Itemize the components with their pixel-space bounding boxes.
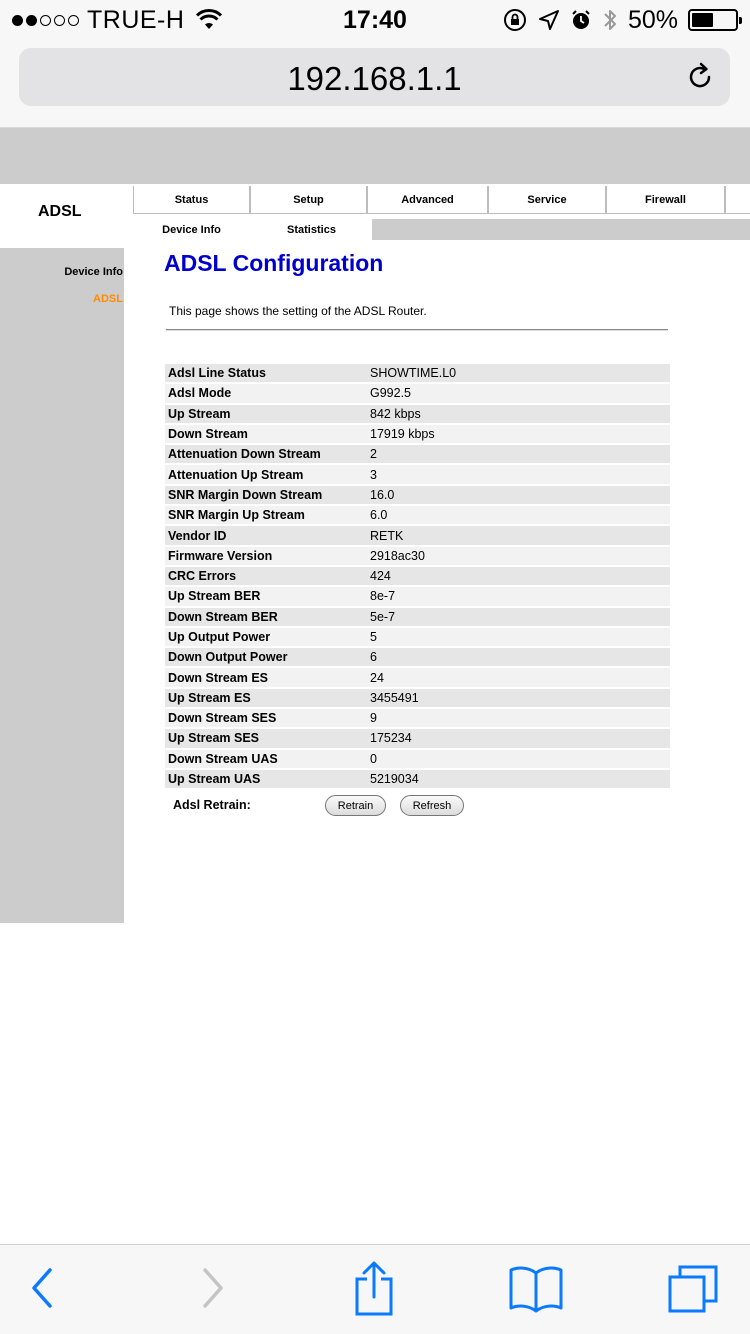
row-value: 5e-7 [367, 608, 670, 626]
row-label: Down Stream ES [165, 668, 367, 686]
table-row [165, 547, 670, 565]
alarm-icon [570, 9, 592, 31]
address-bar[interactable] [19, 48, 730, 106]
status-bar [0, 0, 750, 40]
bluetooth-icon [602, 7, 618, 33]
row-value: 9 [367, 709, 670, 727]
back-icon[interactable] [28, 1265, 58, 1311]
bookmarks-icon[interactable] [508, 1263, 564, 1313]
main-nav [132, 184, 750, 216]
table-row [165, 689, 670, 707]
row-label: Down Stream BER [165, 608, 367, 626]
row-value: 3 [367, 465, 670, 483]
row-label: Down Stream UAS [165, 750, 367, 768]
page-title: ADSL Configuration [164, 250, 384, 276]
tab-setup[interactable]: Setup [250, 186, 367, 214]
orientation-lock-icon [502, 7, 528, 33]
row-value: 2 [367, 445, 670, 463]
tab-advanced[interactable]: Advanced [367, 186, 488, 214]
carrier-name: TRUE-H [87, 5, 185, 34]
row-label: SNR Margin Down Stream [165, 486, 367, 504]
subtab-statistics[interactable]: Statistics [253, 219, 370, 240]
row-label: CRC Errors [165, 567, 367, 585]
sidebar-item-device-info[interactable]: Device Info [64, 266, 123, 278]
row-value: 2918ac30 [367, 547, 670, 565]
retrain-row [173, 794, 673, 818]
table-row [165, 425, 670, 443]
share-icon[interactable] [352, 1261, 396, 1317]
row-value: 5219034 [367, 770, 670, 788]
adsl-status-table [165, 362, 670, 790]
table-row [165, 628, 670, 646]
table-row [165, 729, 670, 747]
row-value: 8e-7 [367, 587, 670, 605]
row-label: Up Stream ES [165, 689, 367, 707]
row-value: 16.0 [367, 486, 670, 504]
refresh-button[interactable]: Refresh [400, 795, 464, 816]
row-value: G992.5 [367, 384, 670, 402]
row-value: 17919 kbps [367, 425, 670, 443]
table-row [165, 608, 670, 626]
table-row [165, 364, 670, 382]
table-row [165, 750, 670, 768]
row-label: Attenuation Down Stream [165, 445, 367, 463]
tabs-icon[interactable] [666, 1263, 720, 1315]
table-row [165, 526, 670, 544]
forward-icon[interactable] [197, 1265, 227, 1311]
battery-icon [688, 9, 738, 31]
brand-label: ADSL [38, 203, 82, 220]
row-label: Up Stream [165, 405, 367, 423]
row-label: Attenuation Up Stream [165, 465, 367, 483]
row-label: Firmware Version [165, 547, 367, 565]
retrain-button[interactable]: Retrain [325, 795, 386, 816]
row-value: SHOWTIME.L0 [367, 364, 670, 382]
table-row [165, 405, 670, 423]
location-icon [538, 9, 560, 31]
reload-icon[interactable] [684, 61, 716, 93]
row-label: Vendor ID [165, 526, 367, 544]
row-value: 6.0 [367, 506, 670, 524]
table-row [165, 506, 670, 524]
divider [166, 329, 668, 331]
row-label: Down Stream SES [165, 709, 367, 727]
table-row [165, 648, 670, 666]
row-value: 5 [367, 628, 670, 646]
table-row [165, 486, 670, 504]
table-row [165, 770, 670, 788]
table-row [165, 465, 670, 483]
table-row [165, 567, 670, 585]
row-value: 0 [367, 750, 670, 768]
row-label: Adsl Mode [165, 384, 367, 402]
router-brand [0, 184, 132, 240]
subtab-device-info[interactable]: Device Info [133, 219, 250, 240]
row-value: 24 [367, 668, 670, 686]
row-value: 842 kbps [367, 405, 670, 423]
row-label: Down Output Power [165, 648, 367, 666]
row-label: Up Stream UAS [165, 770, 367, 788]
row-value: 3455491 [367, 689, 670, 707]
status-bar-right [502, 6, 738, 34]
page-description: This page shows the setting of the ADSL Router. [169, 304, 427, 318]
row-label: Up Stream BER [165, 587, 367, 605]
battery-percent: 50% [627, 5, 678, 34]
tab-status[interactable]: Status [133, 186, 250, 214]
battery-level [692, 13, 713, 27]
row-label: SNR Margin Up Stream [165, 506, 367, 524]
subnav-filler [372, 219, 750, 240]
sidebar [0, 248, 124, 923]
row-value: 424 [367, 567, 670, 585]
row-label: Down Stream [165, 425, 367, 443]
tab-more[interactable] [725, 186, 750, 214]
table-row [165, 384, 670, 402]
row-label: Adsl Line Status [165, 364, 367, 382]
row-label: Up Stream SES [165, 729, 367, 747]
browser-toolbar [0, 1244, 750, 1334]
row-label: Up Output Power [165, 628, 367, 646]
row-value: RETK [367, 526, 670, 544]
tab-firewall[interactable]: Firewall [606, 186, 725, 214]
row-value: 175234 [367, 729, 670, 747]
clock: 17:40 [343, 6, 407, 34]
url-text[interactable]: 192.168.1.1 [287, 60, 462, 97]
sidebar-item-adsl[interactable]: ADSL [93, 293, 123, 305]
table-row [165, 587, 670, 605]
browser-address-area [0, 40, 750, 128]
tab-service[interactable]: Service [488, 186, 606, 214]
retrain-label: Adsl Retrain: [173, 798, 251, 812]
row-value: 6 [367, 648, 670, 666]
sub-nav [132, 216, 750, 240]
table-row [165, 668, 670, 686]
table-row [165, 445, 670, 463]
table-row [165, 709, 670, 727]
